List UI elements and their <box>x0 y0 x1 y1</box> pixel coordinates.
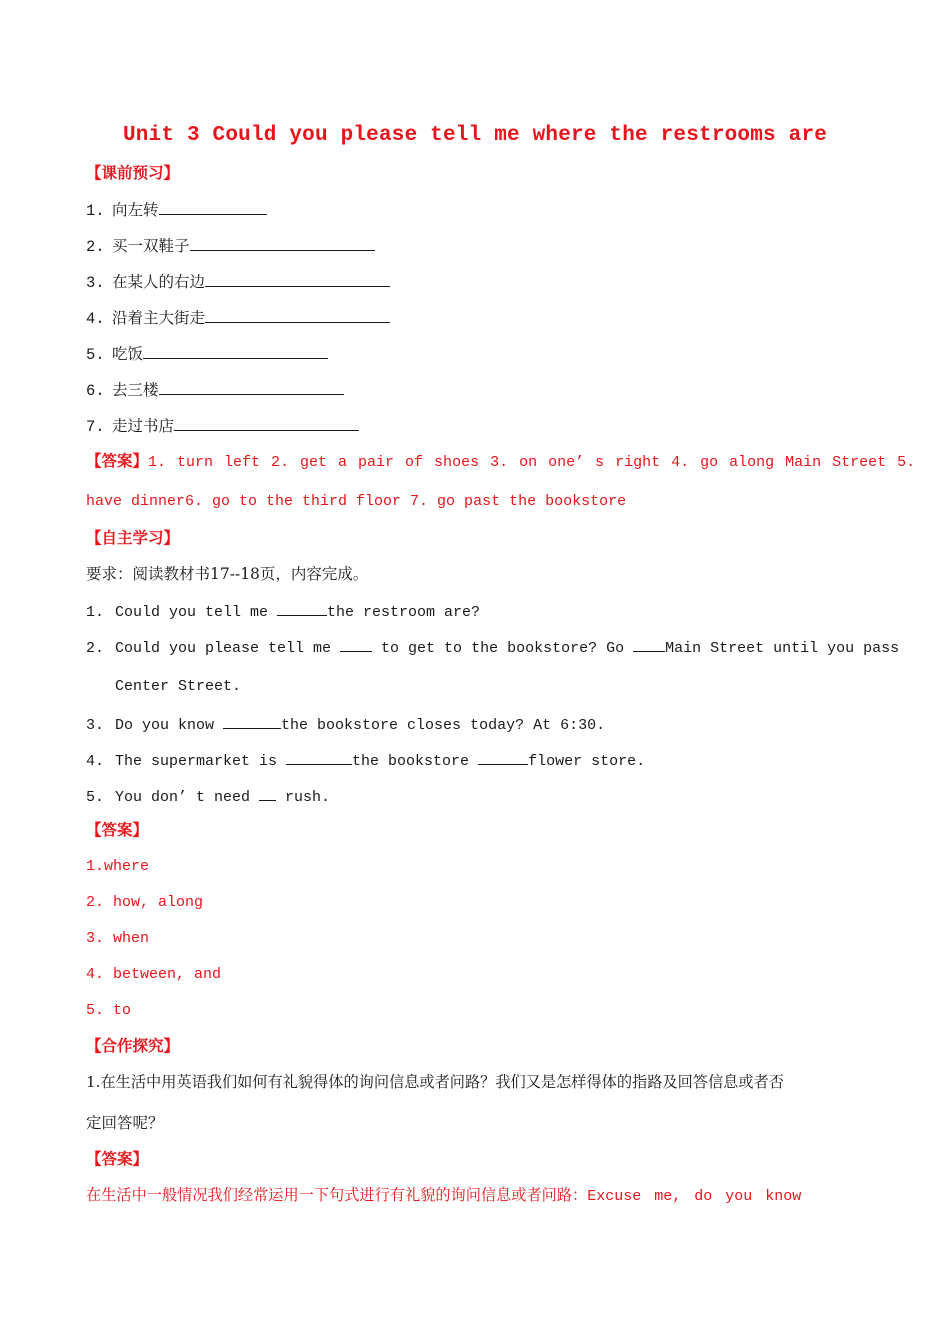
list-item <box>86 415 359 437</box>
question-text: Could you tell me <box>115 604 278 621</box>
answer-blank <box>205 271 390 287</box>
item-number: 2. <box>86 238 105 256</box>
answer-blank <box>340 636 372 652</box>
list-item <box>86 343 328 365</box>
question-text: Main Street until you pass <box>665 640 900 657</box>
item-number: 3. <box>86 717 105 734</box>
answer-text-en: Excuse me, do you know <box>587 1188 802 1205</box>
answer-blank <box>259 785 276 801</box>
item-text: 走过书店 <box>112 417 175 435</box>
item-text: 吃饭 <box>112 345 144 363</box>
item-number: 4. <box>86 753 105 770</box>
question-text: You don’ t need <box>115 789 260 806</box>
answer-blank <box>478 749 528 765</box>
answer-blank <box>174 415 359 431</box>
question-item <box>86 636 899 659</box>
question-text: Do you know <box>115 717 224 734</box>
section-heading-cooperative: 【合作探究】 <box>86 1036 180 1055</box>
answer-line <box>86 451 915 473</box>
item-number: 5. <box>86 789 105 806</box>
question-item <box>86 749 645 772</box>
answer-blank <box>159 199 267 215</box>
item-text: 在某人的右边 <box>112 273 206 291</box>
item-number: 3. <box>86 274 105 292</box>
answer-item: 5. to <box>86 1002 132 1019</box>
answer-label: 【答案】 <box>86 1149 149 1168</box>
item-text: 沿着主大街走 <box>112 309 206 327</box>
question-text: the bookstore <box>352 753 479 770</box>
section-heading-self-study: 【自主学习】 <box>86 528 180 547</box>
item-number: 5. <box>86 346 105 364</box>
item-number: 2. <box>86 640 105 657</box>
answer-blank <box>143 343 328 359</box>
answer-blank <box>223 713 281 729</box>
item-number: 4. <box>86 310 105 328</box>
answer-blank <box>277 600 327 616</box>
answer-blank <box>190 235 375 251</box>
question-text: to get to the bookstore? Go <box>372 640 634 657</box>
list-item <box>86 199 267 221</box>
item-text: 去三楼 <box>112 381 159 399</box>
item-text: 向左转 <box>112 201 159 219</box>
answer-text <box>86 1185 801 1207</box>
answer-item: 1.where <box>86 858 150 875</box>
question-text: 1.在生活中用英语我们如何有礼貌得体的询问信息或者问路？我们又是怎样得体的指路及回答信息或者否 <box>86 1073 784 1091</box>
item-number: 6. <box>86 382 105 400</box>
list-item <box>86 307 390 329</box>
answer-text-continued: have dinner6. go to the third floor 7. go past the bookstore <box>86 493 627 510</box>
question-text: the bookstore closes today? At 6:30. <box>281 717 606 734</box>
question-text-continued: 定回答呢？ <box>86 1114 164 1132</box>
answer-label: 【答案】 <box>86 451 149 470</box>
question-text: rush. <box>276 789 331 806</box>
question-item <box>86 785 330 808</box>
answer-text-cn: 在生活中一般情况我们经常运用一下句式进行有礼貌的询问信息或者问路： <box>86 1186 588 1204</box>
requirement-text: 要求：阅读教材书17--18页，内容完成。 <box>86 565 369 583</box>
question-text: The supermarket is <box>115 753 287 770</box>
item-text: 买一双鞋子 <box>112 237 190 255</box>
answer-blank <box>205 307 390 323</box>
answer-blank <box>159 379 344 395</box>
list-item <box>86 271 390 293</box>
answer-label: 【答案】 <box>86 820 149 839</box>
question-text: the restroom are? <box>327 604 481 621</box>
answer-text: 1. turn left 2. get a pair of shoes 3. on one’ s right 4. go along Main Street 5. <box>148 454 916 471</box>
item-number: 7. <box>86 418 105 436</box>
question-text: Could you please tell me <box>115 640 341 657</box>
question-text: flower store. <box>528 753 646 770</box>
list-item <box>86 235 375 257</box>
section-heading-preview: 【课前预习】 <box>86 163 180 182</box>
item-number: 1. <box>86 604 105 621</box>
answer-blank <box>633 636 665 652</box>
answer-blank <box>286 749 352 765</box>
question-text-continued: Center Street. <box>115 678 242 695</box>
question-item <box>86 600 480 623</box>
answer-item: 4. between, and <box>86 966 222 983</box>
answer-item: 2. how, along <box>86 894 204 911</box>
answer-item: 3. when <box>86 930 150 947</box>
question-item <box>86 713 605 736</box>
item-number: 1. <box>86 202 105 220</box>
page-title: Unit 3 Could you please tell me where the restrooms are <box>122 124 828 147</box>
list-item <box>86 379 344 401</box>
